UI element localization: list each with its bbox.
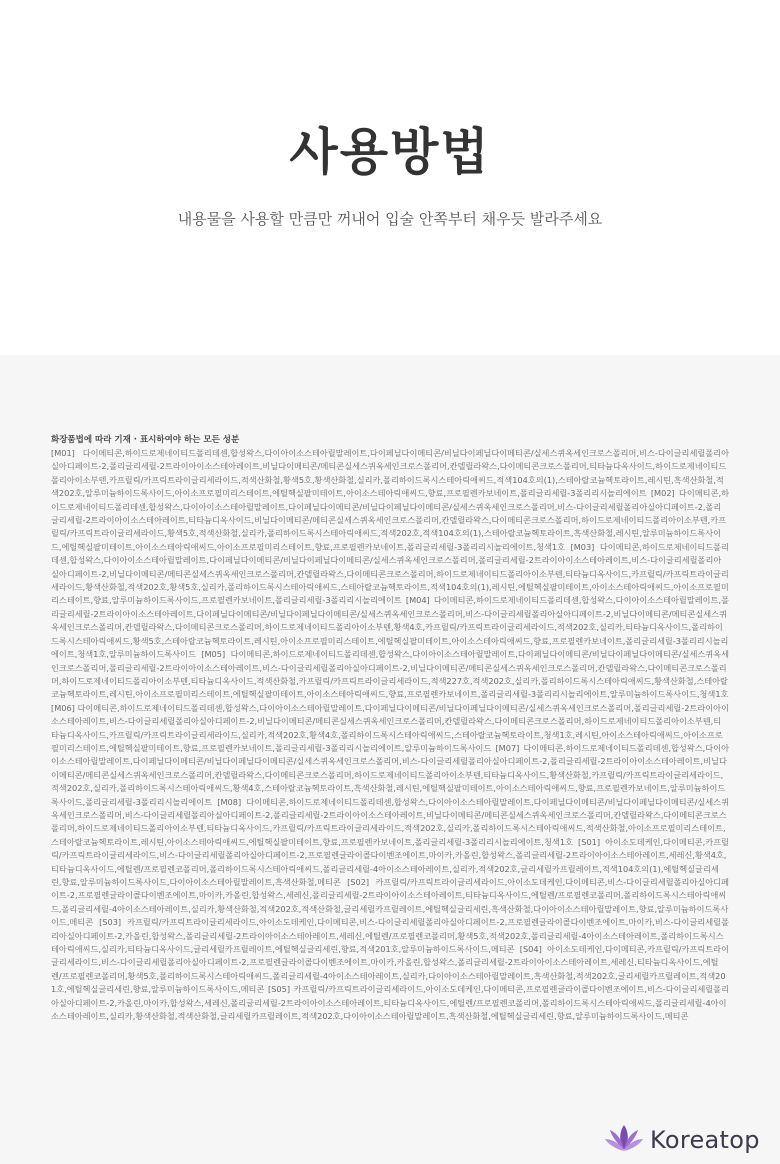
ingredients-heading: 화장품법에 따라 기재 · 표시하여야 하는 모든 성분 [51,435,240,445]
lotus-icon [604,1123,644,1157]
brand-name: Koreatop [650,1126,760,1154]
page-title: 사용방법 [289,123,491,181]
ingredients-list: [M01] 다이메티콘,하이드로제네이티드폴리데센,합성왁스,다이아이소스테아릴말레이트,다이페닐다이메티콘/비닐다이페닐다이메티콘/실세스퀴옥세인크로스폴리머,비스-다이글리세릴폴리아실아디페이트-2,폴리글리세릴-2트라이아이소스테아레이트,비닐다이메티콘/메티콘실세스퀴옥세인크로스폴리머,칸델릴라왁스,다이메티콘크로스폴리머,티타늄다옥사이드,하이드로제네이티드폴리아이소부텐,카프릴릭/카프릭트라이글리세라이드,적색산화철,황색5호,황색산화철,실리카,폴리하이드록시스테아릭애씨드,적색104호의(1),스테아랄코늄헥토라이트,레시틴,흑색산화철,적색202호,알루미늄하이드록사이드,아이소프로필미리스테이트,에틸헥실팔미테이트,아이소스테아릭애씨드,향료,프로필렌카보네이트,폴리글리세릴-3폴리리시놀리에이트 [M02] 다이메티콘,하이드로제네이티드폴리데센,합성왁스,다이아이소스테아릴말레이트,다이페닐다이메티콘/비닐다이페닐다이메티콘/실세스퀴옥세인크로스폴리머,비스-다이글리세릴폴리아실아디페이트-2,폴리글리세릴-2트라이아이소스테아레이트,티타늄디옥사이드,비닐다이메티콘/메티콘실세스퀴옥세인크로스폴리머,칸델릴라왁스,다이메티콘크로스폴리머,하이드로제네이티드폴리아이소부텐,카프릴릭/카프릭트라이글리세라이드,황색5호,적색산화철,실리카,폴리하이드록시스테아릭애씨드,적색202호,적색104호의(1),스테아랄코늄헥토라이트,흑색산화철,레시틴,알루미늄하이드록사이드,에틸헥실팔미테이트,아이소스테아릭애씨드,아이소프로필미리스테이트,향료,프로필렌카보네이트,폴리글리세릴-3폴리리시놀리에이트,청색1호 [M03] 다이메티콘,하이드로제네이티드폴리데센,합성왁스,다이아이소스테아릴말레이트,다이페닐다이메티콘/비닐다이페닐다이메티콘/실세스퀴옥세인크로스폴리머,폴리글리세릴-2트라이아이소스테아레이트,비스-다이글리세릴폴리아실아디페이트-2,비닐다이메티콘/메티콘실세스퀴옥세인크로스폴리머,칸델릴라왁스,다이메티콘크로스폴리머,하이드로제네이티드폴리아이소부텐,티타늄디옥사이드,카프릴릭/카프릭트라이글리세라이드,황색산화철,적색202호,황색5호,실리카,폴리하이드록시스테아릭애씨드,스테아랄코늄헥토라이트,적색104호의(1),레시틴,에틸헥실팔미테이트,아이소스테아릭애씨드,아이소프로필미리스테이트,향료,알루미늄하이드록사이드,프로필렌카보네이트,폴리글리세릴-3폴리리시놀리에이트 [M04] 다이메티콘,하이드로제네이티드폴리데센,합성왁스,다이아이소스테아릴말레이트,폴리글리세릴-2트라이아이소스테아레이트,다이페닐다이메티콘/비닐다이페닐다이메티콘/실세스퀴옥세인크로스폴리머,비스-다이글리세릴폴리아실아디페이트-2,비닐다이메티콘/메티콘실세스퀴옥세인크로스폴리머,칸델릴라왁스,다이메티콘크로스폴리머,하이드로제네이티드폴리아이소부텐,황색4호,카프릴릭/카프릭트라이글리세라이드,적색202호,실리카,티타늄디옥사이드,폴리하이드록시스테아릭애씨드,황색5호,스테아랄코늄헥토라이트,레시틴,아이소프로필미리스테이트,에틸헥실팔미테이트,아이소스테아릭애씨드,향료,프로필렌카보네이트,폴리글리세릴-3폴리리시놀리에이트,청색1호,알루미늄하이드록사이드 [M05] 다이메티콘,하이드로제네이티드폴리데센,합성왁스,다이아이소스테아릴말레이트,다이페닐다이메티콘/비닐다이페닐다이메티콘/실세스퀴옥세인크로스폴리머,폴리글리세릴-2트라이아이소스테아레이트,비스-다이글리세릴폴리아실아디페이트-2,비닐다이메티콘/메티콘실세스퀴옥세인크로스폴리머,칸델릴라왁스,다이메티콘크로스폴리머,하이드로제네이티드폴리아이소부텐,티타늄디옥사이드,적색산화철,카프릴릭/카프릭트라이글리세라이드,적색227호,적색202호,실리카,폴리하이드록시스테아릭애씨드,황색산화철,스테아랄코늄헥토라이트,레시틴,아이소프로필미리스테이트,에틸헥실팔미테이트,아이소스테아릭애씨드,향료,프로필렌카보네이트,폴리글리세릴-3폴리리시놀리에이트,알루미늄하이드록사이드,청색1호 [M06] 다이메티콘,하이드로제네이티드폴리데센,합성왁스,다이아이소스테아릴말레이트,다이페닐다이메티콘/비닐다이페닐다이메티콘/실세스퀴옥세인크로스폴리머,폴리글리세릴-2트라이아이소스테아레이트,비스-다이글리세릴폴리아실아디페이트-2,비닐다이메티콘/메티콘실세스퀴옥세인크로스폴리머,칸델릴라왁스,다이메티콘크로스폴리머,하이드로제네이티드폴리아이소부텐,티타늄디옥사이드,카프릴릭/카프릭트라이글리세라이드,실리카,적색202호,황색4호,폴리하이드록시스테아릭애씨드,스테아랄코늄헥토라이트,청색1호,레시틴,아이소스테아릭애씨드,아이소프로필미리스테이트,에틸헥실팔미테이트,향료,프로필렌카보네이트,폴리글리세릴-3폴리리시놀리에이트,알루미늄하이드록사이드 [M07] 다이메티콘,하이드로제네이티드폴리데센,합성왁스,다이아이소스테아릴말레이트,다이페닐다이메티콘/비닐다이페닐다이메티콘/실세스퀴옥세인크로스폴리머,비스-다이글리세릴폴리아실아디페이트-2,폴리글리세릴-2트라이아이소스테아레이트,비닐다이메티콘/메티콘실세스퀴옥세인크로스폴리머,칸델릴라왁스,다이메티콘크로스폴리머,하이드로제네이티드폴리아이소부텐,티타늄디옥사이드,황색산화철,카프릴릭/카프릭트라이글리세라이드,적색202호,실리카,폴리하이드록시스테아릭애씨드,황색4호,스테아랄코늄헥토라이트,흑색산화철,레시틴,에틸헥실팔미테이트,아이소스테아릭애씨드,향료,프로필렌카보네이트,알루미늄하이드록사이드,폴리글리세릴-3폴리리시놀리에이트 [M08] 다이메티콘,하이드로제네이티드폴리데센,합성왁스,다이아이소스테아릴말레이트,다이페닐다이메티콘/비닐다이페닐다이메티콘/실세스퀴옥세인크로스폴리머,비스-다이글리세릴폴리아실아디페이트-2,폴리글리세릴-2트라이아이소스테아레이트,비닐다이메티콘/메티콘실세스퀴옥세인크로스폴리머,칸델릴라왁스,다이메티콘크로스폴리머,하이드로제네이티드폴리아이소부텐,티타늄디옥사이드,카프릴릭/카프릭트라이글리세라이드,적색202호,실리카,폴리하이드록시스테아릭애씨드,적색산화철,아이소프로필미리스테이트,스테아랄코늄헥토라이트,레시틴,아이소스테아릭애씨드,에틸헥실팔미테이트,향료,프로필렌카보네이트,폴리글리세릴-3폴리리시놀리에이트,청색1호 [S01] 아이소도데케인,다이메티콘,카프릴릭/카프릭트라이글리세라이드,비스-다이글리세릴폴리아실아디페이트-2,프로필렌글라이콜다이벤조에이트,마이카,카올린,합성왁스,폴리글리세릴-2트라이아이소스테아레이트,세레신,황색4호,티타늄디옥사이드,에틸렌/프로필렌코폴리머,폴리하이드록시스테아릭애씨드,폴리글리세릴-4아이소스테아레이트,실리카,적색202호,글리세릴카프릴레이트,적색104호의(1),에틸헥실글리세린,향료,알루미늄하이드록사이드,다이아이소스테아릴말레이트,흑색산화철,메티콘 [S02] 카프릴릭/카프릭트라이글리세라이드,아이소도데케인,다이메티콘,비스-다이글리세릴폴리아실아디페이트-2,프로필렌글라이콜다이벤조에이트,마이카,카올린,합성왁스,세레신,폴리글리세릴-2트라이아이소스테아레이트,티타늄디옥사이드,에틸렌/프로필렌코폴리머,폴리하이드록시스테아릭애씨드,폴리글리세릴-4아이소스테아레이트,실리카,황색산화철,적색202호,적색산화철,글리세릴카프릴레이트,에틸헥실글리세린,흑색산화철,다이아이소스테아릴말레이트,향료,알루미늄하이드록사이드,메티콘 [S03] 카프릴릭/카프릭트라이글리세라이드,아이소도데케인,다이메티콘,비스-다이글리세릴폴리아실아디페이트-2,프로필렌글라이콜다이벤조에이트,마이카,비스-다이글리세릴폴리아실아디페이트-2,카올린,합성왁스,폴리글리세릴-2트라이아이소스테아레이트,세레신,에틸렌/프로필렌코폴리머,황색5호,적색202호,폴리글리세릴-4아이소스테아레이트,폴리하이드록시스테아릭애씨드,실리카,티타늄디옥사이드,글리세릴카프릴레이트,에틸헥실글리세린,향료,적색201호,알루미늄하이드록사이드,메티콘 [S04] 아이소도데케인,다이메티콘,카프릴릭/카프릭트라이글리세라이드,비스-다이글리세릴폴리아실아디페이트-2,프로필렌글라이콜다이벤조에이트,마이카,카올린,합성왁스,폴리글리세릴-2트라이아이소스테아레이트,세레신,티타늄디옥사이드,에틸렌/프로필렌코폴리머,황색5호,폴리하이드록시스테아릭애씨드,폴리글리세릴-4아이소스테아레이트,실리카,다이아이소스테아릴말레이트,흑색산화철,적색202호,글리세릴카프릴레이트,적색201호,에틸헥실글리세린,향료,알루미늄하이드록사이드,메티콘 [S05] 카프릴릭/카프릭트라이글리세라이드,아이소도데케인,다이메티콘,프로필렌글라이콜다이벤조에이트,비스-다이글리세릴폴리아실아디페이트-2,카올린,마이카,합성왁스,세레신,폴리글리세릴-2트라이아이소스테아레이트,티타늄디옥사이드,에틸렌/프로필렌코폴리머,폴리하이드록시스테아릭애씨드,폴리글리세릴-4아이소스테아레이트,실리카,황색산화철,적색산화철,글리세릴카프릴레이트,적색202호,다이아이소스테아릴말레이트,흑색산화철,에틸헥실글리세린,향료,알루미늄하이드록사이드,메티콘 [51,448,729,1022]
brand-logo [604,1122,760,1158]
usage-instructions: 내용물을 사용할 만큼만 꺼내어 입술 안쪽부터 채우듯 발라주세요 [177,210,603,228]
